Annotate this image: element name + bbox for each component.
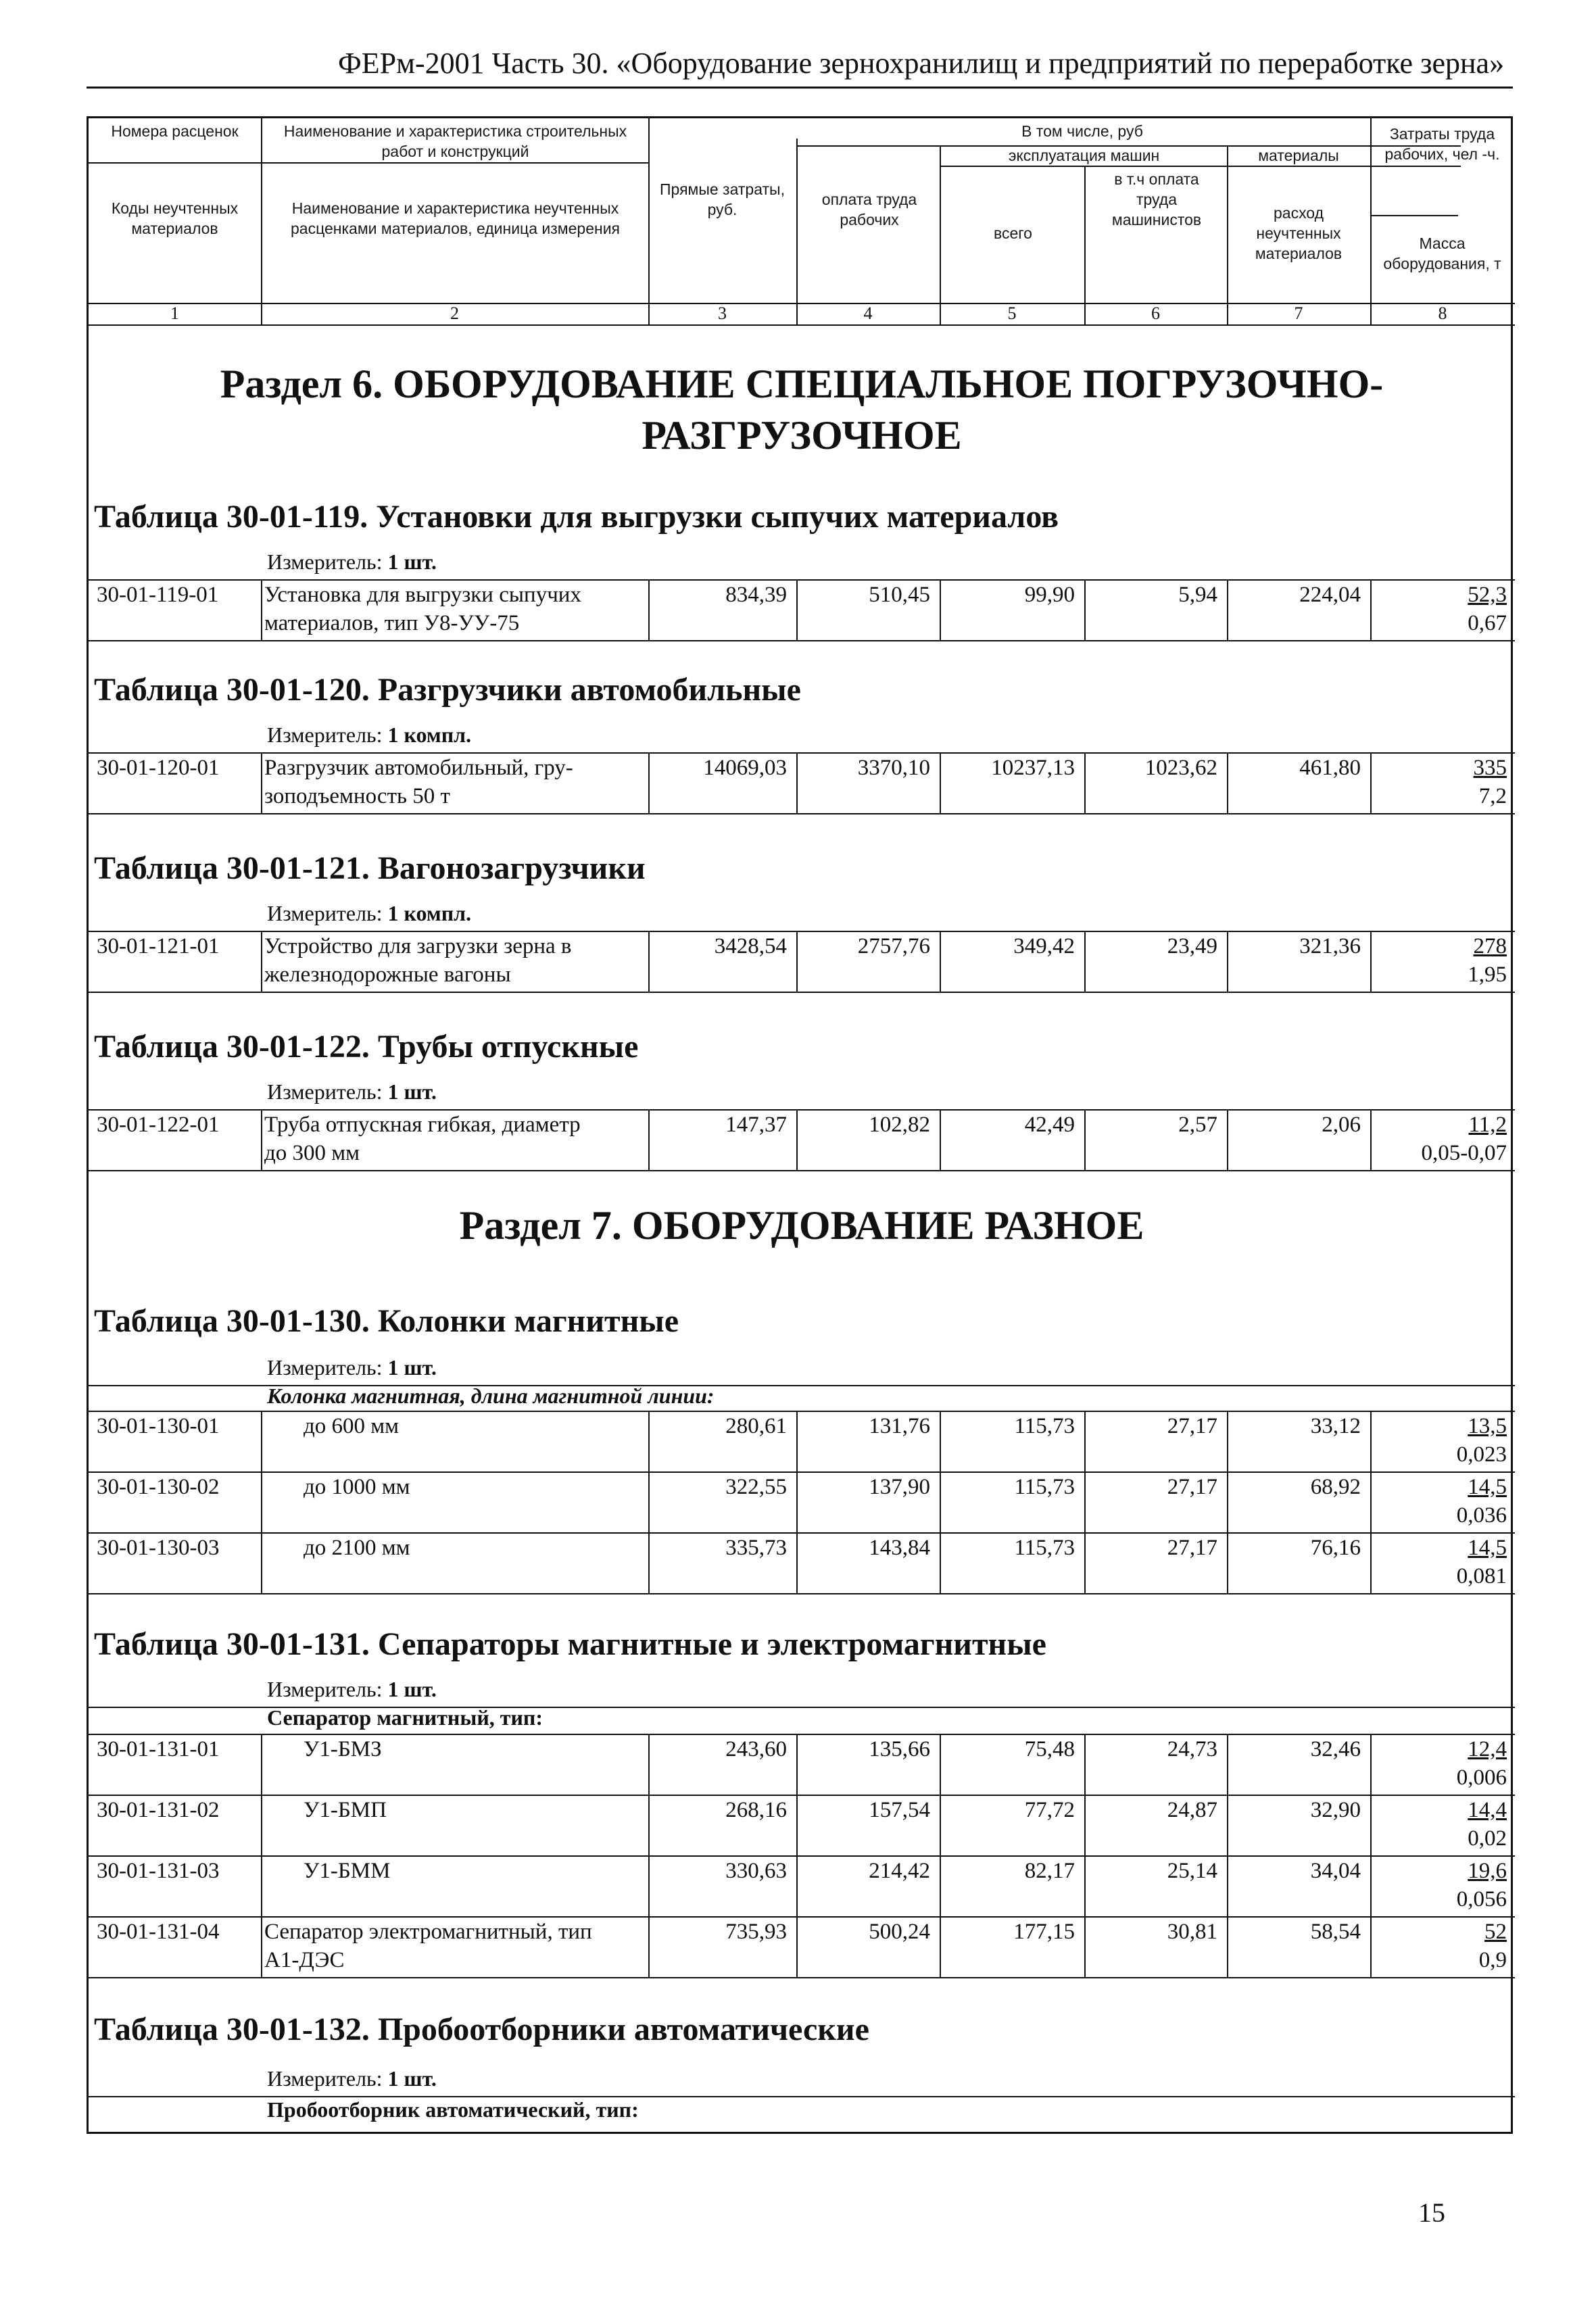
rate-name: Установка для выгрузки сыпучих — [264, 583, 581, 607]
col1-bottom-header: Коды неучтенных материалов — [111, 199, 239, 237]
direct-cost: 3428,54 — [714, 934, 787, 958]
divider — [940, 145, 941, 324]
machines-total: 75,48 — [1024, 1737, 1075, 1761]
section-6-title: Раздел 6. ОБОРУДОВАНИЕ СПЕЦИАЛЬНОЕ ПОГРУЗОЧНО-РАЗГРУЗОЧНОЕ — [220, 362, 1384, 458]
rate-name: до 600 мм — [304, 1414, 400, 1438]
wages: 137,90 — [869, 1475, 930, 1499]
header-rule — [87, 87, 1513, 89]
column-number: 8 — [1438, 303, 1447, 323]
machines-total: 115,73 — [1014, 1414, 1075, 1438]
row-divider — [89, 640, 1515, 641]
column-number: 1 — [170, 303, 179, 323]
row-divider — [89, 1593, 1515, 1594]
materials: 224,04 — [1299, 583, 1361, 607]
rate-code: 30-01-131-03 — [97, 1859, 220, 1883]
labor-cost: 14,5 — [1468, 1536, 1507, 1560]
table-120-unit: Измеритель: 1 компл. — [267, 723, 472, 747]
rate-name: А1-ДЭС — [264, 1948, 345, 1972]
col5-header: всего — [994, 224, 1032, 242]
table-121-title: Таблица 30-01-121. Вагонозагрузчики — [94, 850, 646, 886]
col2-bottom-header: Наименование и характеристика неучтенных расценками материалов, единица измерения — [290, 199, 620, 237]
rate-name: материалов, тип У8-УУ-75 — [264, 611, 520, 635]
equipment-mass: 0,081 — [1456, 1564, 1507, 1588]
labor-cost: 13,5 — [1468, 1414, 1507, 1438]
col1-top-header: Номера расценок — [111, 122, 239, 140]
rate-name: до 1000 мм — [304, 1475, 410, 1499]
table-119-unit: Измеритель: 1 шт. — [267, 550, 437, 574]
col4-header: оплата труда рабочих — [821, 191, 917, 228]
direct-cost: 335,73 — [725, 1536, 787, 1560]
divider — [1084, 166, 1086, 324]
wages: 510,45 — [869, 583, 930, 607]
rate-code: 30-01-121-01 — [97, 934, 220, 958]
rate-code: 30-01-131-02 — [97, 1798, 220, 1822]
row-divider — [89, 1977, 1515, 1978]
machines-total: 42,49 — [1024, 1113, 1075, 1137]
materials: 76,16 — [1310, 1536, 1361, 1560]
machinist-wages: 27,17 — [1167, 1536, 1217, 1560]
table-131-title: Таблица 30-01-131. Сепараторы магнитные и электромагнитные — [94, 1626, 1046, 1662]
rate-name: до 2100 мм — [304, 1536, 410, 1560]
machines-total: 349,42 — [1013, 934, 1075, 958]
wages: 3370,10 — [857, 756, 930, 780]
machines-total: 10237,13 — [991, 756, 1075, 780]
divider — [796, 139, 798, 324]
labor-cost: 52 — [1484, 1920, 1507, 1944]
materials: 461,80 — [1299, 756, 1361, 780]
row-divider — [89, 813, 1515, 814]
direct-cost: 834,39 — [725, 583, 787, 607]
table-130-title: Таблица 30-01-130. Колонки магнитные — [94, 1303, 679, 1339]
machines-total: 82,17 — [1024, 1859, 1075, 1883]
divider — [261, 1411, 262, 1593]
wages: 131,76 — [869, 1414, 930, 1438]
machinist-wages: 5,94 — [1178, 583, 1217, 607]
wages: 157,54 — [869, 1798, 930, 1822]
machinist-wages: 24,87 — [1167, 1798, 1217, 1822]
row-divider — [89, 992, 1515, 993]
rate-code: 30-01-130-01 — [97, 1414, 220, 1438]
rate-code: 30-01-120-01 — [97, 756, 220, 780]
divider — [261, 579, 262, 640]
rate-code: 30-01-131-04 — [97, 1920, 220, 1944]
machines-total: 177,15 — [1013, 1920, 1075, 1944]
equipment-mass: 0,006 — [1456, 1765, 1507, 1790]
column-number: 5 — [1007, 303, 1017, 323]
divider — [89, 324, 1515, 326]
table-132-unit: Измеритель: 1 шт. — [267, 2066, 437, 2091]
direct-cost: 14069,03 — [703, 756, 787, 780]
labor-cost: 14,5 — [1468, 1475, 1507, 1499]
wages: 102,82 — [869, 1113, 930, 1137]
machines-total: 115,73 — [1014, 1536, 1075, 1560]
table-132-title: Таблица 30-01-132. Пробоотборники автоматические — [94, 2012, 869, 2047]
column-number: 2 — [450, 303, 459, 323]
rate-name: до 300 мм — [264, 1141, 360, 1165]
direct-cost: 280,61 — [725, 1414, 787, 1438]
direct-cost: 330,63 — [725, 1859, 787, 1883]
machines-total: 77,72 — [1024, 1798, 1075, 1822]
col7-header: расход неучтенных материалов — [1255, 204, 1343, 262]
direct-cost: 268,16 — [725, 1798, 787, 1822]
column-number: 4 — [863, 303, 873, 323]
divider — [648, 118, 650, 324]
machinist-wages: 25,14 — [1167, 1859, 1217, 1883]
table-132-group-label: Пробоотборник автоматический, тип: — [267, 2097, 639, 2122]
group-header: В том числе, руб — [1021, 122, 1143, 140]
equipment-mass: 0,67 — [1468, 611, 1507, 635]
materials: 321,36 — [1299, 934, 1361, 958]
materials: 58,54 — [1310, 1920, 1361, 1944]
machines-header: эксплуатация машин — [1008, 147, 1160, 164]
rate-name: Сепаратор электромагнитный, тип — [264, 1920, 592, 1944]
wages: 214,42 — [869, 1859, 930, 1883]
table-131-group-label: Сепаратор магнитный, тип: — [267, 1705, 543, 1730]
machinist-wages: 24,73 — [1167, 1737, 1217, 1761]
col6-header: в т.ч оплата труда машинистов — [1111, 170, 1202, 228]
equipment-mass: 0,056 — [1456, 1887, 1507, 1911]
divider — [1370, 118, 1372, 324]
labor-cost: 19,6 — [1468, 1859, 1507, 1883]
equipment-mass: 0,036 — [1456, 1503, 1507, 1528]
materials: 2,06 — [1322, 1113, 1361, 1137]
labor-cost: 335 — [1473, 756, 1507, 780]
table-131-unit: Измеритель: 1 шт. — [267, 1677, 437, 1701]
rate-name: У1-БМП — [304, 1798, 387, 1822]
divider — [261, 1734, 262, 1977]
equipment-mass: 0,05-0,07 — [1421, 1141, 1507, 1165]
divider — [89, 162, 648, 164]
rate-name: Разгрузчик автомобильный, гру- — [264, 756, 573, 780]
equipment-mass: 1,95 — [1468, 962, 1507, 987]
col2-top-header: Наименование и характеристика строительных работ и конструкций — [283, 122, 627, 160]
machines-total: 99,90 — [1024, 583, 1075, 607]
machinist-wages: 27,17 — [1167, 1475, 1217, 1499]
labor-cost: 278 — [1473, 934, 1507, 958]
document-table — [87, 116, 1513, 2134]
wages: 2757,76 — [857, 934, 930, 958]
divider — [261, 1109, 262, 1170]
rate-code: 30-01-130-03 — [97, 1536, 220, 1560]
machinist-wages: 23,49 — [1167, 934, 1217, 958]
materials: 68,92 — [1310, 1475, 1361, 1499]
divider — [261, 118, 262, 324]
materials: 33,12 — [1310, 1414, 1361, 1438]
table-130-unit: Измеритель: 1 шт. — [267, 1355, 437, 1380]
col8-bottom-header: Масса оборудования, т — [1383, 235, 1501, 272]
column-number: 3 — [718, 303, 727, 323]
rate-code: 30-01-131-01 — [97, 1737, 220, 1761]
divider — [261, 752, 262, 813]
column-number: 6 — [1151, 303, 1160, 323]
col3-header: Прямые затраты, руб. — [660, 180, 785, 218]
rate-name: У1-БМЗ — [304, 1737, 382, 1761]
labor-cost: 14,4 — [1468, 1798, 1507, 1822]
rate-name: железнодорожные вагоны — [264, 962, 511, 987]
labor-cost: 12,4 — [1468, 1737, 1507, 1761]
machinist-wages: 2,57 — [1178, 1113, 1217, 1137]
rate-code: 30-01-119-01 — [97, 583, 219, 607]
machinist-wages: 30,81 — [1167, 1920, 1217, 1944]
table-130-group-label: Колонка магнитная, длина магнитной линии: — [267, 1384, 715, 1408]
rate-code: 30-01-130-02 — [97, 1475, 220, 1499]
page-number: 15 — [1418, 2197, 1445, 2228]
wages: 135,66 — [869, 1737, 930, 1761]
divider — [940, 166, 1461, 167]
col8-top-header: Затраты труда рабочих, чел -ч. — [1384, 125, 1500, 163]
labor-cost: 11,2 — [1468, 1113, 1507, 1137]
wages: 143,84 — [869, 1536, 930, 1560]
section-7-title: Раздел 7. ОБОРУДОВАНИЕ РАЗНОЕ — [459, 1203, 1144, 1248]
direct-cost: 147,37 — [725, 1113, 787, 1137]
equipment-mass: 0,9 — [1478, 1948, 1507, 1972]
divider — [261, 931, 262, 992]
table-122-title: Таблица 30-01-122. Трубы отпускные — [94, 1029, 639, 1065]
rate-name: Устройство для загрузки зерна в — [264, 934, 572, 958]
rate-name: Труба отпускная гибкая, диаметр — [264, 1113, 581, 1137]
table-121-unit: Измеритель: 1 компл. — [267, 901, 472, 925]
materials-header: материалы — [1258, 147, 1339, 164]
rate-name: У1-БММ — [304, 1859, 391, 1883]
column-number: 7 — [1294, 303, 1303, 323]
divider — [1370, 215, 1458, 216]
materials: 32,46 — [1310, 1737, 1361, 1761]
row-divider — [89, 1170, 1515, 1171]
equipment-mass: 0,023 — [1456, 1442, 1507, 1467]
table-120-title: Таблица 30-01-120. Разгрузчики автомобильные — [94, 672, 801, 708]
machinist-wages: 1023,62 — [1144, 756, 1217, 780]
direct-cost: 735,93 — [725, 1920, 787, 1944]
equipment-mass: 0,02 — [1468, 1826, 1507, 1851]
rate-code: 30-01-122-01 — [97, 1113, 220, 1137]
page-header-title: ФЕРм-2001 Часть 30. «Оборудование зернохранилищ и предприятий по переработке зерна» — [338, 47, 1505, 80]
machines-total: 115,73 — [1014, 1475, 1075, 1499]
table-119-title: Таблица 30-01-119. Установки для выгрузки сыпучих материалов — [94, 499, 1059, 535]
labor-cost: 52,3 — [1468, 583, 1507, 607]
materials: 32,90 — [1310, 1798, 1361, 1822]
materials: 34,04 — [1310, 1859, 1361, 1883]
machinist-wages: 27,17 — [1167, 1414, 1217, 1438]
rate-name: зоподъемность 50 т — [264, 784, 450, 808]
direct-cost: 322,55 — [725, 1475, 787, 1499]
wages: 500,24 — [869, 1920, 930, 1944]
divider — [1227, 145, 1228, 324]
equipment-mass: 7,2 — [1478, 784, 1507, 808]
direct-cost: 243,60 — [725, 1737, 787, 1761]
table-122-unit: Измеритель: 1 шт. — [267, 1079, 437, 1104]
